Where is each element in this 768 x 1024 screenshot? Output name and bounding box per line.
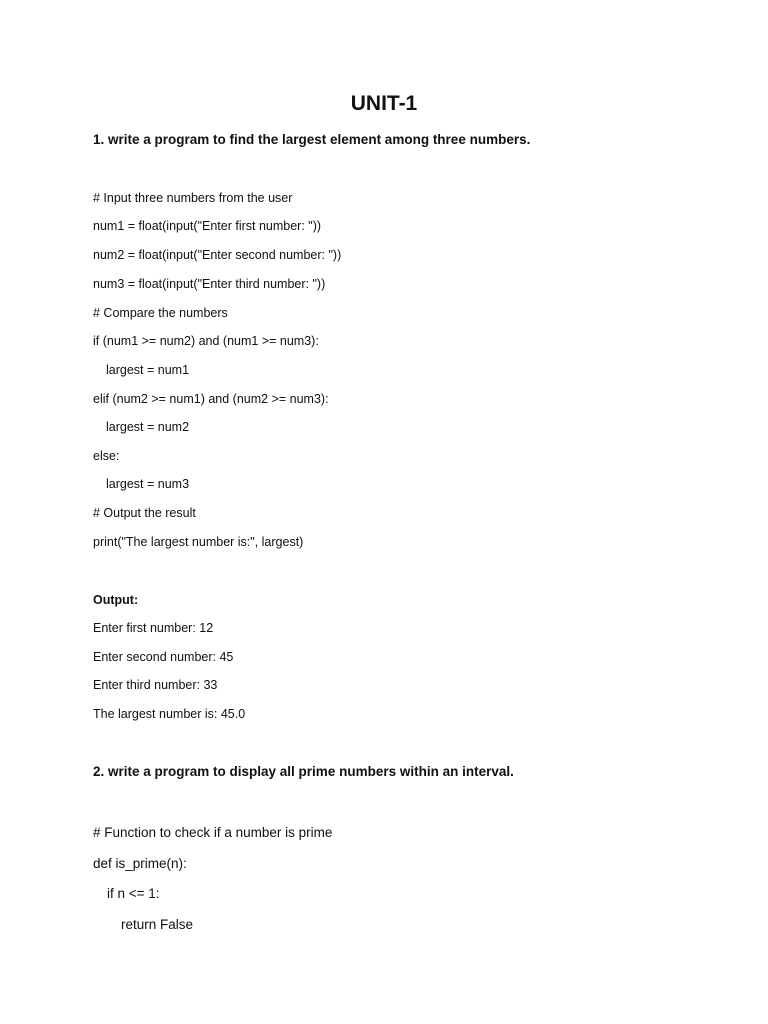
code-line: largest = num1 — [106, 363, 190, 377]
code-line: # Compare the numbers — [93, 306, 228, 320]
page-title: UNIT-1 — [350, 92, 418, 115]
code-line: num1 = float(input("Enter first number: ")) — [93, 219, 322, 233]
output-line: Enter first number: 12 — [93, 621, 214, 635]
code-line: elif (num2 >= num1) and (num2 >= num3): — [93, 392, 329, 406]
code-line: # Output the result — [93, 506, 196, 520]
output-line: Enter second number: 45 — [93, 650, 234, 664]
code-line: largest = num2 — [106, 420, 190, 434]
output-line: The largest number is: 45.0 — [93, 707, 246, 721]
output-label: Output: — [93, 593, 139, 607]
code-line: return False — [121, 917, 194, 932]
code-line: largest = num3 — [106, 477, 190, 491]
code-line: num2 = float(input("Enter second number: ")) — [93, 248, 342, 262]
code-line: if n <= 1: — [107, 886, 160, 901]
question-1-heading: 1. write a program to find the largest element among three numbers. — [93, 132, 531, 147]
output-line: Enter third number: 33 — [93, 678, 218, 692]
question-2-heading: 2. write a program to display all prime numbers within an interval. — [93, 764, 514, 779]
code-line: if (num1 >= num2) and (num1 >= num3): — [93, 334, 319, 348]
code-line: num3 = float(input("Enter third number: ")) — [93, 277, 326, 291]
code-line: print("The largest number is:", largest) — [93, 535, 304, 549]
code-line: def is_prime(n): — [93, 856, 187, 871]
code-line: # Input three numbers from the user — [93, 191, 293, 205]
code-line: # Function to check if a number is prime — [93, 825, 333, 840]
code-line: else: — [93, 449, 120, 463]
